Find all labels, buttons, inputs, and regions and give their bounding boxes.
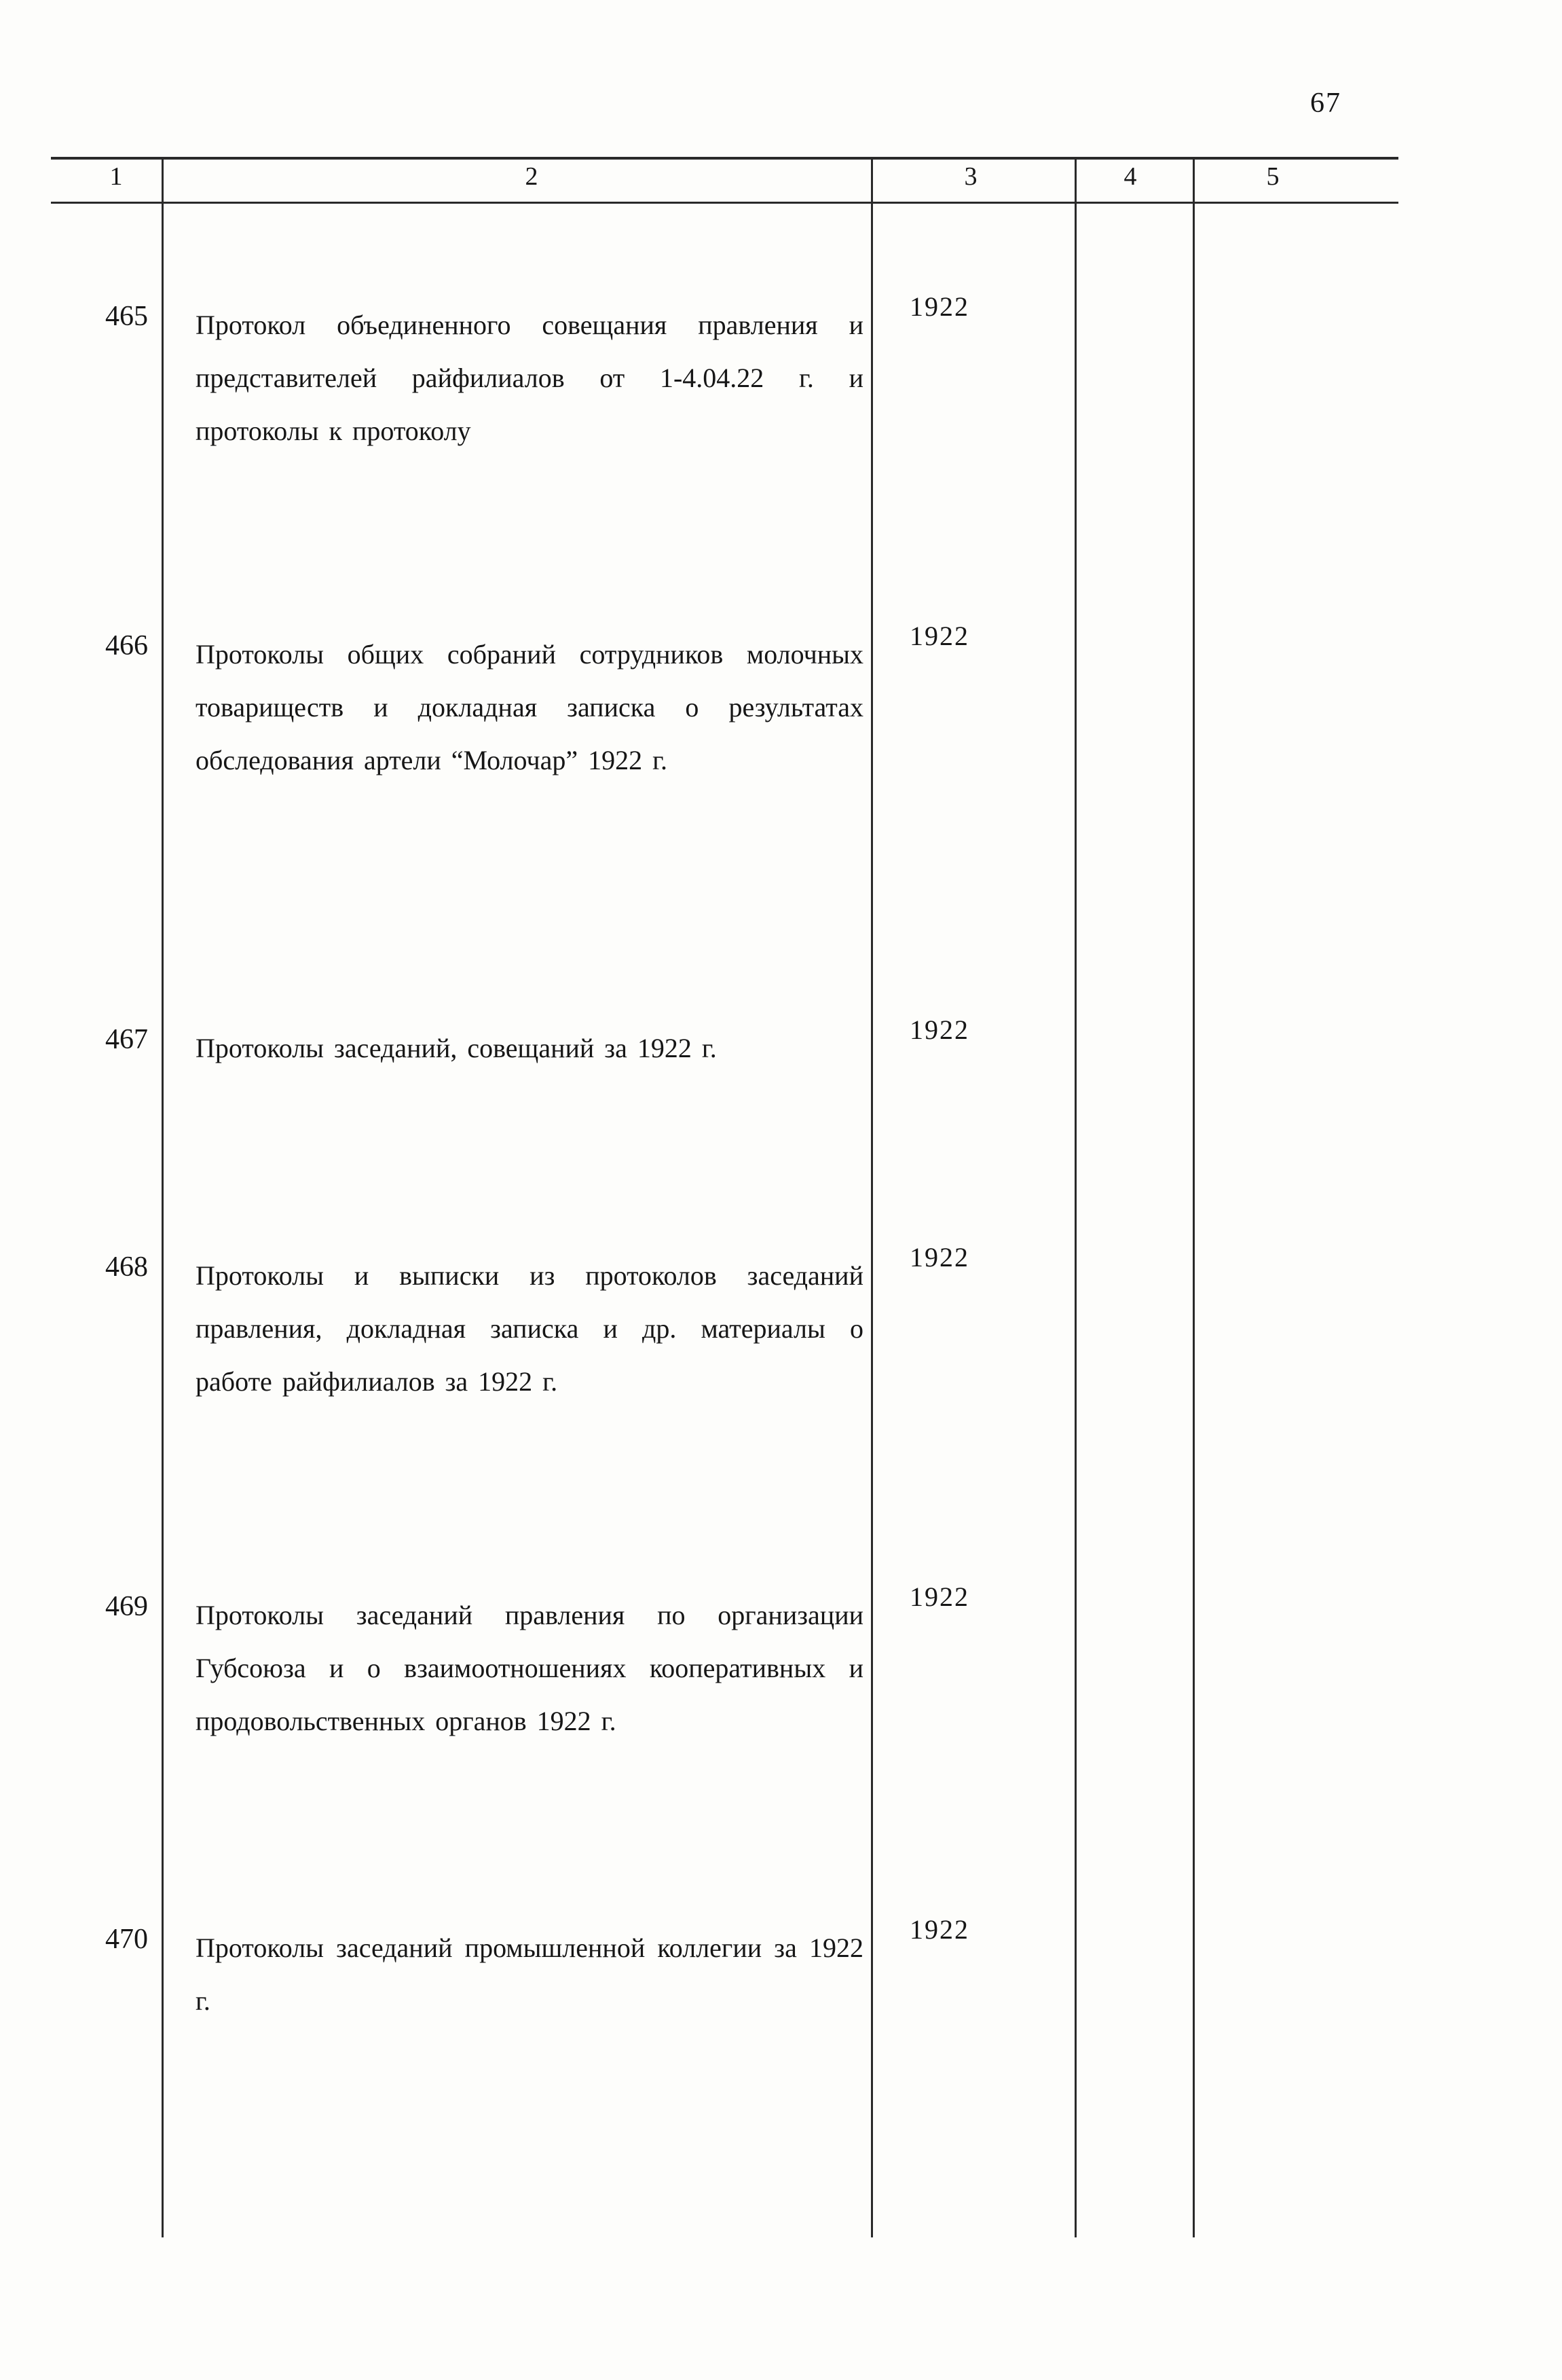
row-number: 469 [105,1591,148,1622]
column-divider-1-2 [162,157,164,2237]
column-header-4: 4 [1123,162,1137,191]
row-year: 1922 [910,621,969,651]
row-year: 1922 [910,1242,969,1273]
row-number: 465 [105,301,148,332]
table-top-rule [51,157,1398,160]
column-header-3: 3 [964,162,978,191]
column-header-2: 2 [525,162,538,191]
column-divider-2-3 [871,157,873,2237]
row-description: Протоколы общих собраний сотрудников молочных товариществ и докладная записка о результатах обследования артели “Молочар” 1922 г. [196,639,863,775]
row-description: Протоколы заседаний промышленной коллегии за 1922 г. [196,1933,863,2016]
row-year: 1922 [910,1581,969,1612]
page-number: 67 [1310,88,1341,119]
table-header-rule [51,202,1398,204]
column-divider-3-4 [1075,157,1077,2237]
column-header-5: 5 [1266,162,1280,191]
row-year: 1922 [910,1914,969,1945]
row-year: 1922 [910,291,969,322]
row-number: 470 [105,1924,148,1955]
row-year: 1922 [910,1014,969,1045]
row-number: 468 [105,1251,148,1283]
column-header-1: 1 [109,162,123,191]
row-description: Протоколы заседаний, совещаний за 1922 г. [196,1033,717,1063]
row-description: Протоколы заседаний правления по организации Губсоюза и о взаимоотношениях кооперативных и продовольственных органов 1922 г. [196,1600,863,1736]
row-description: Протокол объединенного совещания правления и представителей райфилиалов от 1-4.04.22 г. и протоколы к протоколу [196,310,863,446]
row-number: 467 [105,1024,148,1055]
row-description: Протоколы и выписки из протоколов заседаний правления, докладная записка и др. материалы о работе райфилиалов за 1922 г. [196,1260,863,1397]
column-divider-4-5 [1193,157,1195,2237]
row-number: 466 [105,630,148,661]
